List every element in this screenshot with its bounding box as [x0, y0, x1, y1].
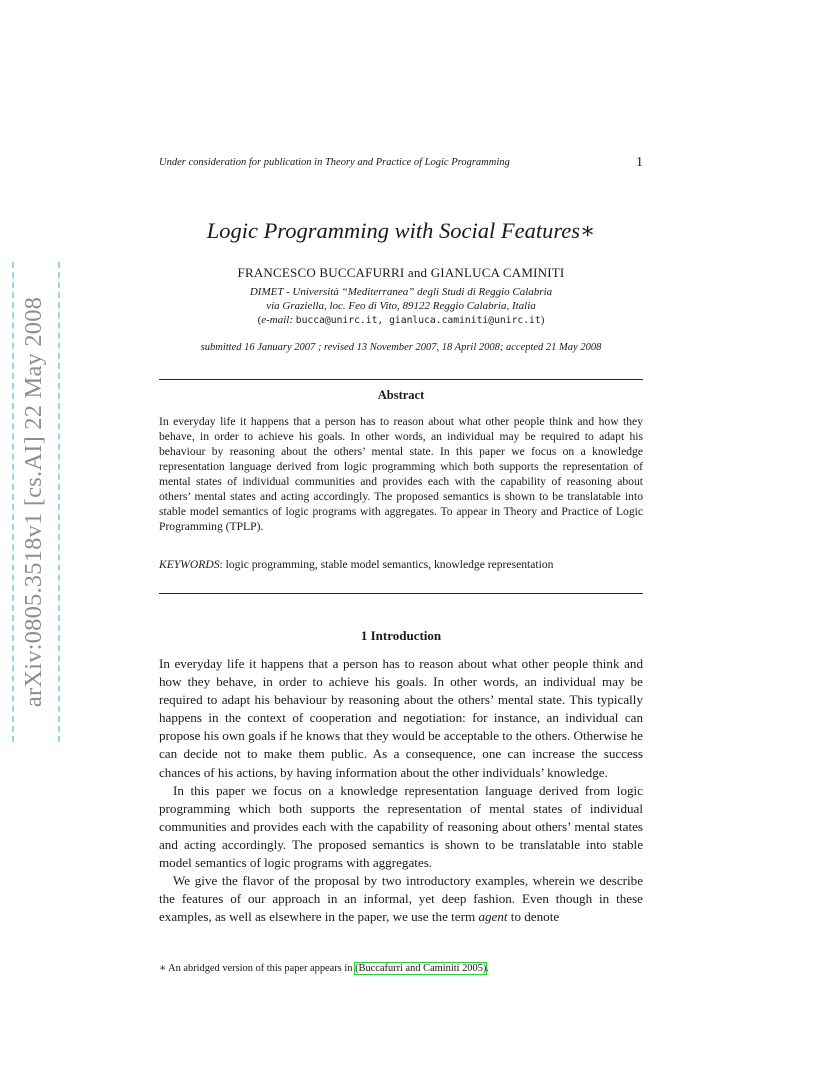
abstract-text: In everyday life it happens that a person has to reason about what other people think and how they behave, in order to achieve his goals. In other words, an individual may be required to adapt his behaviour by reasoning about the others’ mental state. In this paper we focus on a knowledge representation language derived from logic programming which both supports the representation of mental states of individual communities and provides each with the capability of reasoning about others’ mental states and acting accordingly. The proposed semantics is shown to be translatable into stable model semantics of logic programs with aggregates. To appear in Theory and Practice of Logic Programming (TPLP). [159, 415, 643, 533]
email-open-paren: ( [257, 314, 262, 326]
footnote-end: . [486, 963, 489, 974]
arxiv-identifier: arXiv:0805.3518v1 [cs.AI] 22 May 2008 [20, 296, 47, 708]
email-close-paren: ) [540, 314, 545, 326]
abstract-heading: Abstract [377, 388, 425, 402]
section-heading-introduction: 1 Introduction [360, 628, 442, 643]
paragraph-3-text: We give the flavor of the proposal by two introductory examples, wherein we describe the features of our approach in an informal, yet deep fashion. Even though in these examples, as well as elsewhere in the paper, we use the term [159, 873, 643, 925]
keywords-text: : logic programming, stable model semantics, knowledge representation [219, 558, 554, 571]
paragraph-3-term: agent [478, 909, 508, 925]
email-line [159, 314, 643, 326]
author-list: FRANCESCO BUCCAFURRI and GIANLUCA CAMINITI [237, 265, 565, 280]
email-label: e-mail: [261, 314, 294, 326]
abstract-bottom-rule [159, 593, 643, 594]
citation-link[interactable]: (Buccafurri and Caminiti 2005) [355, 963, 487, 974]
footnote-text: An abridged version of this paper appears in [166, 963, 356, 974]
running-head: Under consideration for publication in Theory and Practice of Logic Programming [159, 157, 510, 168]
keywords-line [159, 558, 643, 571]
affiliation-line-2: via Graziella, loc. Feo di Vito, 89122 Reggio Calabria, Italia [266, 300, 536, 312]
paragraph-3-end: to denote [507, 909, 560, 925]
submission-dates: submitted 16 January 2007 ; revised 13 November 2007, 18 April 2008; accepted 21 May 2008 [200, 342, 602, 353]
paragraph-1: In everyday life it happens that a person has to reason about what other people think and how they behave, in order to achieve his goals. In other words, an individual may be required to adapt his behaviour by reasoning about the others’ mental state. This typically happens in the context of cooperation and negotiation: for instance, an individual can propose his own goals if he knows that they would be acceptable to the others. Otherwise he can decide not to make them public. As a consequence, one can increase the success chances of his actions, by having information about the other individuals’ knowledge. [159, 656, 643, 780]
footnote-mark: ∗ [159, 963, 167, 974]
introduction-body [159, 655, 643, 926]
email-addresses: bucca@unirc.it, gianluca.caminiti@unirc.it [295, 315, 541, 326]
paper-title: Logic Programming with Social Features∗ [206, 218, 596, 243]
abstract-top-rule [159, 379, 643, 380]
keywords-label: KEYWORDS [159, 558, 220, 571]
paragraph-2: In this paper we focus on a knowledge representation language derived from logic programming which both supports the representation of mental states of individual communities and provides each with the capability of reasoning about others’ mental states and acting accordingly. The proposed semantics is shown to be translatable into stable model semantics of logic programs with aggregates. [159, 782, 643, 871]
footnote [159, 962, 643, 974]
page-number: 1 [636, 155, 643, 170]
affiliation-line-1: DIMET - Università “Mediterranea” degli Studi di Reggio Calabria [249, 286, 553, 298]
paragraph-3 [159, 872, 643, 926]
